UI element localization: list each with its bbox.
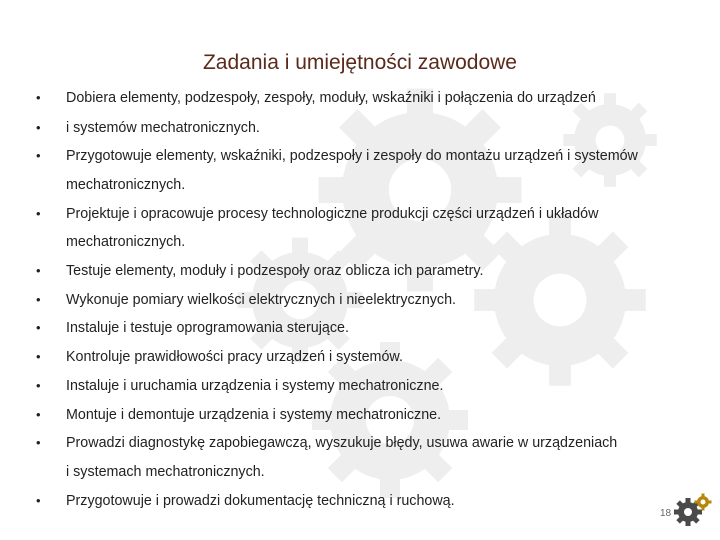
bullet-text: Prowadzi diagnostykę zapobiegawczą, wyszukuje błędy, usuwa awarie w urządzeniach xyxy=(66,435,618,451)
bullet-dot: • xyxy=(36,435,41,450)
bullet-dot: • xyxy=(36,292,41,307)
bullet-text: Testuje elementy, moduły i podzespoły oraz oblicza ich parametry. xyxy=(66,263,484,279)
bullet-dot: • xyxy=(36,320,41,335)
bullet-dot: • xyxy=(36,378,41,393)
bullet-dot: • xyxy=(36,349,41,364)
bullet-text: Wykonuje pomiary wielkości elektrycznych i nieelektrycznych. xyxy=(66,292,456,308)
bullet-dot: • xyxy=(36,90,41,105)
bullet-text: Kontroluje prawidłowości pracy urządzeń i systemów. xyxy=(66,349,403,365)
bullet-text: Dobiera elementy, podzespoły, zespoły, moduły, wskaźniki i połączenia do urządzeń xyxy=(66,90,596,106)
slide-title: Zadania i umiejętności zawodowe xyxy=(202,51,517,74)
bullet-text: Projektuje i opracowuje procesy technologiczne produkcji części urządzeń i układów xyxy=(66,206,599,222)
bullet-dot: • xyxy=(36,493,41,508)
bullet-text: Montuje i demontuje urządzenia i systemy mechatroniczne. xyxy=(66,407,442,423)
bullet-text: Instaluje i uruchamia urządzenia i systemy mechatroniczne. xyxy=(66,378,444,394)
bullet-text: Instaluje i testuje oprogramowania sterujące. xyxy=(66,320,349,336)
bullet-dot: • xyxy=(36,407,41,422)
bullet-continuation: i systemach mechatronicznych. xyxy=(66,464,265,480)
bullet-continuation: mechatronicznych. xyxy=(66,234,186,250)
bullet-dot: • xyxy=(36,148,41,163)
bullet-dot: • xyxy=(36,263,41,278)
bullet-dot: • xyxy=(36,206,41,221)
bullet-text: i systemów mechatronicznych. xyxy=(66,120,260,136)
gears-logo-icon xyxy=(672,492,712,528)
bullet-continuation: mechatronicznych. xyxy=(66,177,186,193)
bullet-dot: • xyxy=(36,120,41,135)
bullet-text: Przygotowuje i prowadzi dokumentację techniczną i ruchową. xyxy=(66,493,455,509)
page-number: 18 xyxy=(660,508,672,519)
bullet-text: Przygotowuje elementy, wskaźniki, podzespoły i zespoły do montażu urządzeń i systemów xyxy=(66,148,638,164)
